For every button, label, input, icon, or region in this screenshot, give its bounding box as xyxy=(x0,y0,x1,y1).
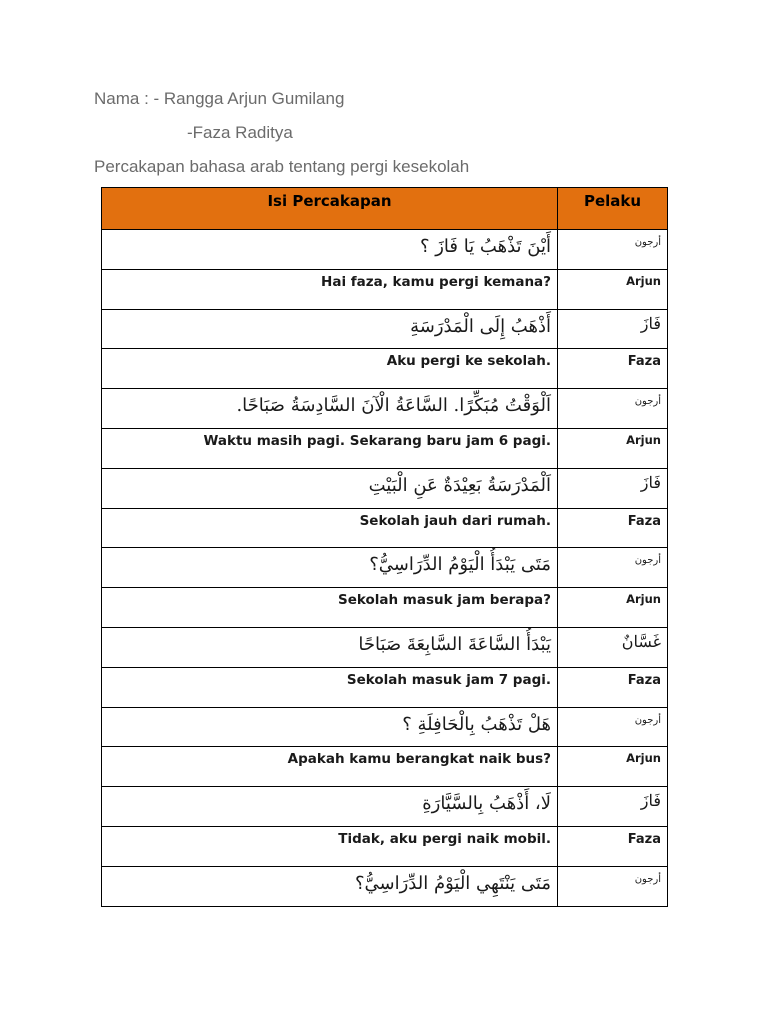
conversation-cell xyxy=(102,667,558,707)
conversation-cell xyxy=(102,230,558,270)
table-row xyxy=(102,428,668,468)
actor-name: Arjun xyxy=(626,592,661,607)
actor-name: Arjun xyxy=(626,273,661,288)
actor-name: Faza xyxy=(627,354,661,370)
actor-cell xyxy=(558,747,668,787)
conversation-cell xyxy=(102,707,558,747)
conversation-cell xyxy=(102,747,558,787)
indonesian-translation: Hai faza, kamu pergi kemana? xyxy=(321,273,551,290)
actor-cell xyxy=(558,230,668,270)
conversation-cell xyxy=(102,269,558,309)
column-header-actor: Pelaku xyxy=(558,188,668,230)
document-topic: Percakapan bahasa arab tentang pergi kesekolah xyxy=(94,157,470,176)
table-row xyxy=(102,787,668,827)
actor-name: Faza xyxy=(627,513,661,529)
arabic-utterance: اَلْوَقْتُ مُبَكِّرًا. السَّاعَةُ الْآنَ السَّادِسَةُ صَبَاحًا. xyxy=(236,395,551,417)
conversation-rows xyxy=(102,230,668,907)
actor-cell xyxy=(558,468,668,508)
arabic-utterance: أَيْنَ تَذْهَبُ يَا فَازَ ؟ xyxy=(419,236,551,257)
conversation-cell xyxy=(102,866,558,906)
actor-cell xyxy=(558,548,668,588)
actor-name: أرجون xyxy=(634,237,661,248)
table-header-row xyxy=(102,188,668,230)
actor-name: Arjun xyxy=(626,432,661,447)
conversation-cell xyxy=(102,389,558,429)
table-row xyxy=(102,230,668,270)
conversation-cell xyxy=(102,468,558,508)
actor-cell xyxy=(558,389,668,429)
table-row xyxy=(102,627,668,667)
actor-name: أرجون xyxy=(634,555,661,567)
table-row xyxy=(102,667,668,707)
table-row xyxy=(102,747,668,787)
student-names-line: Nama : - Rangga Arjun Gumilang xyxy=(94,89,345,108)
conversation-cell xyxy=(102,428,558,468)
actor-cell xyxy=(558,866,668,906)
column-header-conversation: Isi Percakapan xyxy=(102,188,558,230)
actor-cell xyxy=(558,588,668,628)
table-row xyxy=(102,309,668,349)
conversation-cell xyxy=(102,627,558,667)
table-row xyxy=(102,389,668,429)
conversation-cell xyxy=(102,508,558,548)
conversation-cell xyxy=(102,349,558,389)
actor-name: أرجون xyxy=(634,396,661,408)
actor-cell xyxy=(558,428,668,468)
indonesian-translation: Aku pergi ke sekolah. xyxy=(386,353,551,370)
actor-cell xyxy=(558,508,668,548)
actor-cell xyxy=(558,667,668,707)
conversation-cell xyxy=(102,548,558,588)
table-row xyxy=(102,588,668,628)
table-row xyxy=(102,349,668,389)
actor-name: فَازَ xyxy=(640,791,661,811)
conversation-cell xyxy=(102,787,558,827)
actor-cell xyxy=(558,627,668,667)
arabic-utterance: لَا، أَذْهَبُ بِالسَّيَّارَةِ xyxy=(422,793,551,815)
table-row xyxy=(102,826,668,866)
actor-name: Faza xyxy=(627,831,661,847)
table-row xyxy=(102,866,668,906)
table-row xyxy=(102,707,668,747)
actor-cell xyxy=(558,269,668,309)
indonesian-translation: Sekolah masuk jam berapa? xyxy=(337,592,551,609)
arabic-utterance: أَذْهَبُ إِلَى الْمَدْرَسَةِ xyxy=(410,315,551,337)
indonesian-translation: Tidak, aku pergi naik mobil. xyxy=(338,830,551,847)
actor-cell xyxy=(558,787,668,827)
arabic-utterance: يَبْدَأُ السَّاعَةَ السَّابِعَةَ صَبَاحًا xyxy=(358,633,551,655)
conversation-cell xyxy=(102,826,558,866)
actor-name: غَسَّانٌ xyxy=(621,631,661,651)
actor-cell xyxy=(558,826,668,866)
conversation-cell xyxy=(102,588,558,628)
actor-name: أرجون xyxy=(634,873,661,885)
indonesian-translation: Apakah kamu berangkat naik bus? xyxy=(287,751,551,768)
conversation-table xyxy=(101,187,668,907)
table-row xyxy=(102,269,668,309)
indonesian-translation: Sekolah jauh dari rumah. xyxy=(359,512,551,529)
conversation-cell xyxy=(102,309,558,349)
indonesian-translation: Sekolah masuk jam 7 pagi. xyxy=(346,671,551,688)
table-row xyxy=(102,468,668,508)
actor-name: أرجون xyxy=(634,714,661,726)
arabic-utterance: مَتَى يَبْدَأُ الْيَوْمُ الدِّرَاسِيُّ؟ xyxy=(369,554,551,576)
actor-cell xyxy=(558,349,668,389)
actor-name: Faza xyxy=(627,672,661,688)
actor-cell xyxy=(558,309,668,349)
actor-name: Arjun xyxy=(626,751,661,766)
second-student-name: -Faza Raditya xyxy=(187,123,293,142)
table-row xyxy=(102,548,668,588)
actor-cell xyxy=(558,707,668,747)
table-row xyxy=(102,508,668,548)
actor-name: فَازَ xyxy=(640,313,661,333)
actor-name: فَازَ xyxy=(640,472,661,492)
arabic-utterance: اَلْمَدْرَسَةُ بَعِيْدَةٌ عَنِ الْبَيْتِ xyxy=(368,474,551,496)
arabic-utterance: هَلْ تَذْهَبُ بِالْحَافِلَةِ ؟ xyxy=(402,713,551,735)
indonesian-translation: Waktu masih pagi. Sekarang baru jam 6 pagi. xyxy=(203,432,551,449)
arabic-utterance: مَتَى يَنْتَهِي الْيَوْمُ الدِّرَاسِيُّ؟ xyxy=(354,872,551,894)
